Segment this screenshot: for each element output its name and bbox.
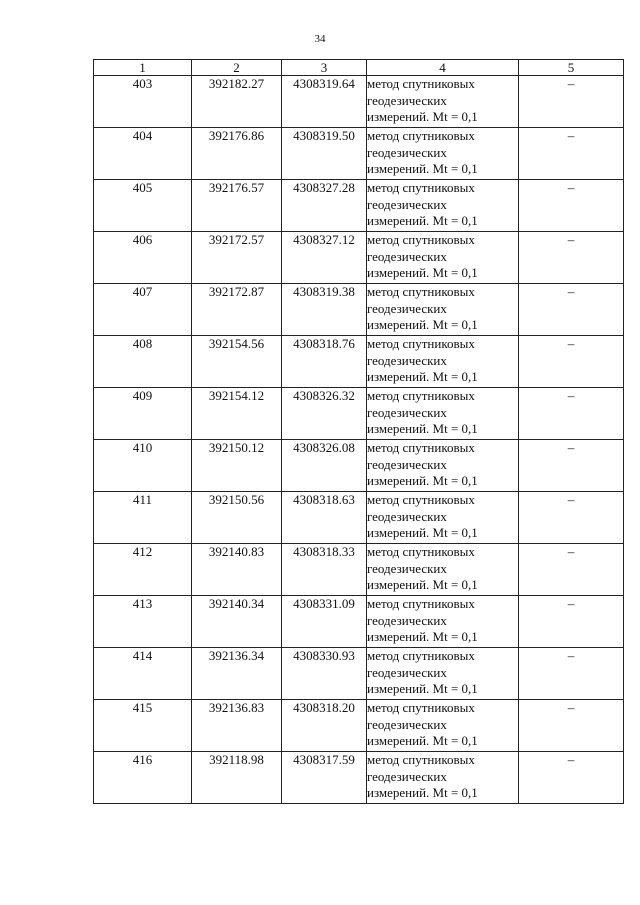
point-number: 412 (94, 544, 192, 596)
note-dash: – (519, 232, 624, 284)
method-line: метод спутниковых (367, 180, 475, 195)
note-dash: – (519, 596, 624, 648)
note-dash: – (519, 180, 624, 232)
coordinate-x: 392182.27 (192, 76, 282, 128)
point-number: 413 (94, 596, 192, 648)
method-line: метод спутниковых (367, 128, 475, 143)
method-line: измерений. Mt = 0,1 (367, 421, 478, 436)
table-row (94, 492, 624, 544)
method-line: геодезических (367, 560, 447, 576)
coordinate-y: 4308319.64 (282, 76, 367, 128)
note-dash: – (519, 128, 624, 180)
table-row (94, 700, 624, 752)
note-dash: – (519, 648, 624, 700)
measurement-method (367, 336, 519, 388)
method-line: метод спутниковых (367, 388, 475, 403)
method-line: измерений. Mt = 0,1 (367, 785, 478, 800)
table-row (94, 648, 624, 700)
table-row (94, 284, 624, 336)
coordinate-x: 392118.98 (192, 752, 282, 804)
measurement-method (367, 648, 519, 700)
coordinate-x: 392140.83 (192, 544, 282, 596)
method-line: измерений. Mt = 0,1 (367, 109, 478, 124)
point-number: 407 (94, 284, 192, 336)
coordinate-x: 392172.57 (192, 232, 282, 284)
method-line: геодезических (367, 456, 447, 472)
method-line: геодезических (367, 144, 447, 160)
note-dash: – (519, 752, 624, 804)
table-header-row (94, 60, 624, 76)
coordinate-y: 4308318.33 (282, 544, 367, 596)
column-header-1: 1 (94, 60, 192, 76)
method-line: метод спутниковых (367, 440, 475, 455)
measurement-method (367, 492, 519, 544)
measurement-method (367, 180, 519, 232)
table-row (94, 180, 624, 232)
point-number: 410 (94, 440, 192, 492)
method-line: геодезических (367, 92, 447, 108)
method-line: метод спутниковых (367, 232, 475, 247)
method-line: геодезических (367, 352, 447, 368)
method-line: измерений. Mt = 0,1 (367, 577, 478, 592)
method-line: геодезических (367, 716, 447, 732)
method-line: измерений. Mt = 0,1 (367, 733, 478, 748)
point-number: 408 (94, 336, 192, 388)
method-line: геодезических (367, 508, 447, 524)
method-line: метод спутниковых (367, 648, 475, 663)
method-line: геодезических (367, 768, 447, 784)
column-header-3: 3 (282, 60, 367, 76)
note-dash: – (519, 700, 624, 752)
point-number: 403 (94, 76, 192, 128)
method-line: геодезических (367, 404, 447, 420)
coordinate-x: 392176.86 (192, 128, 282, 180)
coordinate-y: 4308317.59 (282, 752, 367, 804)
measurement-method (367, 284, 519, 336)
method-line: метод спутниковых (367, 596, 475, 611)
coordinate-y: 4308327.28 (282, 180, 367, 232)
table-row (94, 440, 624, 492)
table-body (94, 76, 624, 804)
method-line: измерений. Mt = 0,1 (367, 369, 478, 384)
table-row (94, 596, 624, 648)
coordinate-y: 4308318.76 (282, 336, 367, 388)
table-row (94, 76, 624, 128)
coordinate-y: 4308330.93 (282, 648, 367, 700)
measurement-method (367, 232, 519, 284)
coordinate-y: 4308331.09 (282, 596, 367, 648)
note-dash: – (519, 388, 624, 440)
point-number: 404 (94, 128, 192, 180)
coordinate-x: 392154.56 (192, 336, 282, 388)
measurement-method (367, 440, 519, 492)
method-line: геодезических (367, 196, 447, 212)
method-line: метод спутниковых (367, 700, 475, 715)
method-line: измерений. Mt = 0,1 (367, 265, 478, 280)
method-line: метод спутниковых (367, 544, 475, 559)
coordinate-y: 4308326.08 (282, 440, 367, 492)
method-line: метод спутниковых (367, 492, 475, 507)
method-line: измерений. Mt = 0,1 (367, 317, 478, 332)
coordinate-y: 4308319.50 (282, 128, 367, 180)
method-line: метод спутниковых (367, 752, 475, 767)
point-number: 406 (94, 232, 192, 284)
measurement-method (367, 544, 519, 596)
coordinate-x: 392150.12 (192, 440, 282, 492)
method-line: геодезических (367, 612, 447, 628)
note-dash: – (519, 336, 624, 388)
coordinate-y: 4308318.63 (282, 492, 367, 544)
page-number: 34 (314, 33, 326, 45)
point-number: 411 (94, 492, 192, 544)
method-line: метод спутниковых (367, 336, 475, 351)
table-row (94, 388, 624, 440)
column-header-2: 2 (192, 60, 282, 76)
coordinate-y: 4308319.38 (282, 284, 367, 336)
method-line: геодезических (367, 300, 447, 316)
point-number: 416 (94, 752, 192, 804)
point-number: 415 (94, 700, 192, 752)
measurement-method (367, 388, 519, 440)
column-header-4: 4 (367, 60, 519, 76)
coordinate-x: 392176.57 (192, 180, 282, 232)
method-line: измерений. Mt = 0,1 (367, 525, 478, 540)
method-line: измерений. Mt = 0,1 (367, 681, 478, 696)
table-row (94, 232, 624, 284)
measurement-method (367, 752, 519, 804)
note-dash: – (519, 284, 624, 336)
column-header-5: 5 (519, 60, 624, 76)
method-line: метод спутниковых (367, 284, 475, 299)
coordinate-y: 4308326.32 (282, 388, 367, 440)
coordinates-table (93, 59, 624, 804)
note-dash: – (519, 440, 624, 492)
coordinate-x: 392172.87 (192, 284, 282, 336)
coordinate-x: 392150.56 (192, 492, 282, 544)
coordinate-x: 392136.83 (192, 700, 282, 752)
point-number: 409 (94, 388, 192, 440)
table-row (94, 336, 624, 388)
method-line: измерений. Mt = 0,1 (367, 473, 478, 488)
table-row (94, 752, 624, 804)
table-row (94, 128, 624, 180)
coordinate-x: 392154.12 (192, 388, 282, 440)
coordinate-x: 392136.34 (192, 648, 282, 700)
measurement-method (367, 596, 519, 648)
note-dash: – (519, 76, 624, 128)
point-number: 414 (94, 648, 192, 700)
note-dash: – (519, 492, 624, 544)
coordinate-y: 4308327.12 (282, 232, 367, 284)
point-number: 405 (94, 180, 192, 232)
coordinate-y: 4308318.20 (282, 700, 367, 752)
method-line: геодезических (367, 248, 447, 264)
method-line: метод спутниковых (367, 76, 475, 91)
coordinate-x: 392140.34 (192, 596, 282, 648)
measurement-method (367, 76, 519, 128)
table-row (94, 544, 624, 596)
method-line: измерений. Mt = 0,1 (367, 161, 478, 176)
method-line: измерений. Mt = 0,1 (367, 629, 478, 644)
method-line: измерений. Mt = 0,1 (367, 213, 478, 228)
method-line: геодезических (367, 664, 447, 680)
note-dash: – (519, 544, 624, 596)
measurement-method (367, 128, 519, 180)
measurement-method (367, 700, 519, 752)
